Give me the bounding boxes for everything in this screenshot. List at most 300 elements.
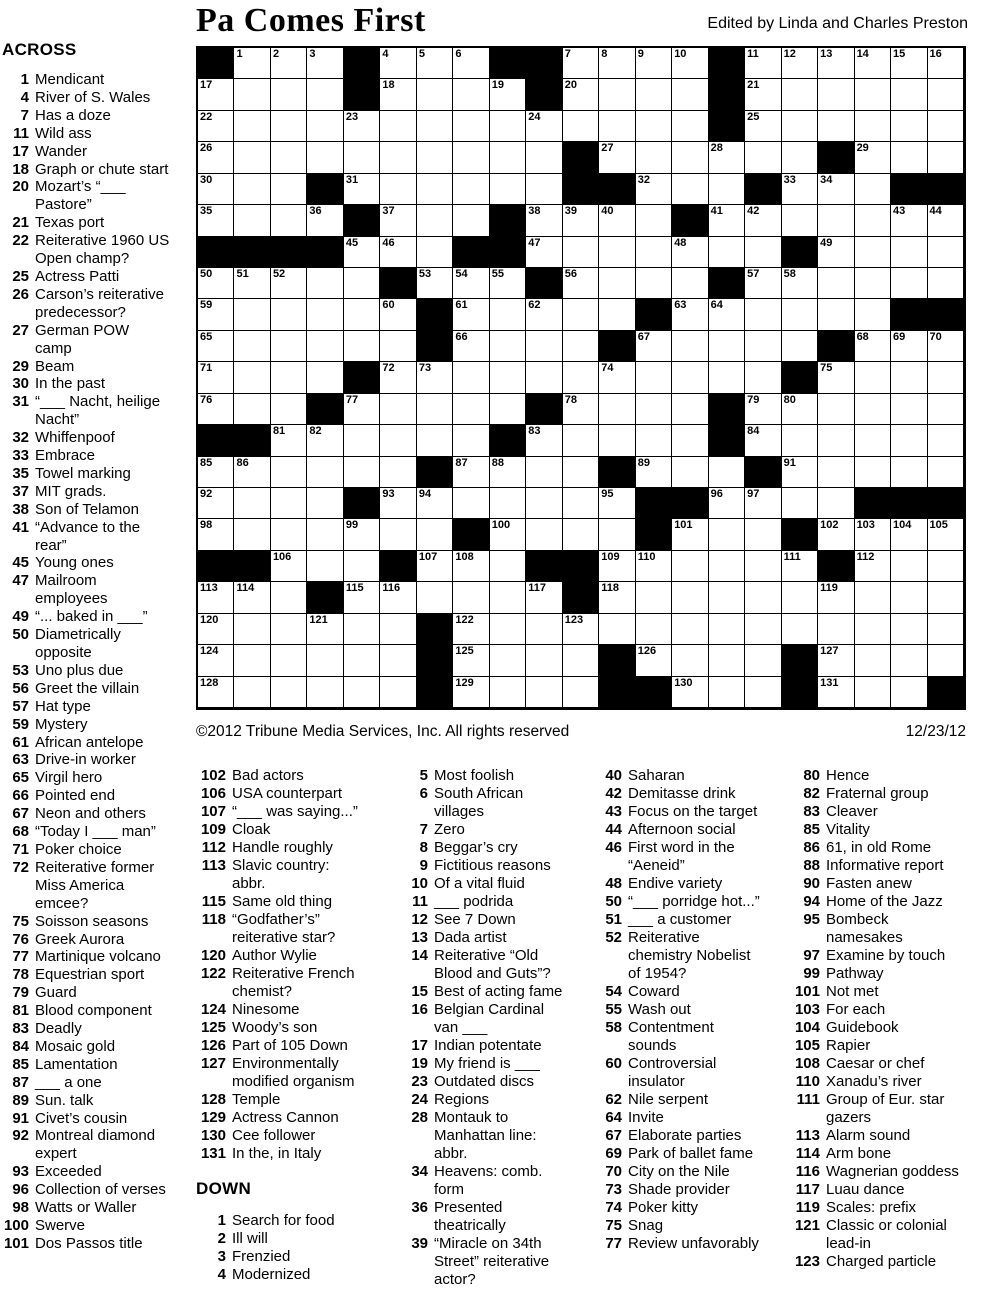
crossword-cell[interactable] bbox=[563, 614, 599, 645]
crossword-cell[interactable] bbox=[271, 677, 307, 708]
crossword-cell[interactable] bbox=[453, 457, 489, 488]
crossword-cell[interactable] bbox=[198, 614, 234, 645]
crossword-cell[interactable] bbox=[563, 205, 599, 236]
crossword-cell[interactable] bbox=[526, 362, 562, 393]
crossword-cell[interactable] bbox=[891, 79, 927, 110]
crossword-cell[interactable] bbox=[563, 425, 599, 456]
crossword-cell[interactable] bbox=[453, 362, 489, 393]
crossword-cell[interactable] bbox=[782, 142, 818, 173]
crossword-cell[interactable] bbox=[855, 614, 891, 645]
crossword-cell[interactable] bbox=[672, 614, 708, 645]
crossword-cell[interactable] bbox=[745, 425, 781, 456]
crossword-cell[interactable] bbox=[307, 299, 343, 330]
crossword-cell[interactable] bbox=[818, 394, 854, 425]
crossword-cell[interactable] bbox=[891, 205, 927, 236]
crossword-cell[interactable] bbox=[307, 48, 343, 79]
crossword-cell[interactable] bbox=[490, 677, 526, 708]
crossword-cell[interactable] bbox=[234, 48, 270, 79]
crossword-cell[interactable] bbox=[599, 111, 635, 142]
crossword-cell[interactable] bbox=[782, 614, 818, 645]
crossword-cell[interactable] bbox=[855, 174, 891, 205]
crossword-cell[interactable] bbox=[344, 551, 380, 582]
crossword-cell[interactable] bbox=[234, 205, 270, 236]
crossword-cell[interactable] bbox=[526, 205, 562, 236]
crossword-cell[interactable] bbox=[344, 299, 380, 330]
crossword-cell[interactable] bbox=[672, 331, 708, 362]
crossword-cell[interactable] bbox=[855, 394, 891, 425]
crossword-cell[interactable] bbox=[234, 174, 270, 205]
crossword-cell[interactable] bbox=[526, 645, 562, 676]
crossword-cell[interactable] bbox=[782, 48, 818, 79]
crossword-cell[interactable] bbox=[380, 425, 416, 456]
crossword-cell[interactable] bbox=[599, 551, 635, 582]
crossword-cell[interactable] bbox=[307, 425, 343, 456]
crossword-cell[interactable] bbox=[234, 677, 270, 708]
crossword-cell[interactable] bbox=[709, 614, 745, 645]
crossword-cell[interactable] bbox=[307, 268, 343, 299]
crossword-cell[interactable] bbox=[271, 331, 307, 362]
crossword-cell[interactable] bbox=[745, 645, 781, 676]
crossword-cell[interactable] bbox=[198, 205, 234, 236]
crossword-cell[interactable] bbox=[891, 237, 927, 268]
crossword-cell[interactable] bbox=[453, 299, 489, 330]
crossword-cell[interactable] bbox=[490, 582, 526, 613]
crossword-cell[interactable] bbox=[636, 142, 672, 173]
crossword-cell[interactable] bbox=[526, 299, 562, 330]
crossword-cell[interactable] bbox=[526, 331, 562, 362]
crossword-cell[interactable] bbox=[198, 174, 234, 205]
crossword-cell[interactable] bbox=[782, 268, 818, 299]
crossword-cell[interactable] bbox=[234, 582, 270, 613]
crossword-cell[interactable] bbox=[928, 582, 964, 613]
crossword-cell[interactable] bbox=[417, 205, 453, 236]
crossword-cell[interactable] bbox=[636, 111, 672, 142]
crossword-cell[interactable] bbox=[745, 362, 781, 393]
crossword-cell[interactable] bbox=[234, 268, 270, 299]
crossword-cell[interactable] bbox=[928, 394, 964, 425]
crossword-cell[interactable] bbox=[380, 394, 416, 425]
crossword-cell[interactable] bbox=[563, 677, 599, 708]
crossword-cell[interactable] bbox=[234, 488, 270, 519]
crossword-cell[interactable] bbox=[417, 268, 453, 299]
crossword-cell[interactable] bbox=[818, 425, 854, 456]
crossword-cell[interactable] bbox=[271, 111, 307, 142]
crossword-cell[interactable] bbox=[234, 394, 270, 425]
crossword-cell[interactable] bbox=[855, 205, 891, 236]
crossword-cell[interactable] bbox=[745, 48, 781, 79]
crossword-cell[interactable] bbox=[453, 677, 489, 708]
crossword-cell[interactable] bbox=[344, 677, 380, 708]
crossword-cell[interactable] bbox=[417, 237, 453, 268]
crossword-cell[interactable] bbox=[782, 551, 818, 582]
crossword-cell[interactable] bbox=[709, 582, 745, 613]
crossword-cell[interactable] bbox=[307, 142, 343, 173]
crossword-cell[interactable] bbox=[344, 519, 380, 550]
crossword-cell[interactable] bbox=[599, 237, 635, 268]
crossword-cell[interactable] bbox=[271, 79, 307, 110]
crossword-cell[interactable] bbox=[709, 677, 745, 708]
crossword-cell[interactable] bbox=[672, 111, 708, 142]
crossword-cell[interactable] bbox=[709, 488, 745, 519]
crossword-cell[interactable] bbox=[672, 582, 708, 613]
crossword-cell[interactable] bbox=[307, 614, 343, 645]
crossword-cell[interactable] bbox=[891, 614, 927, 645]
crossword-cell[interactable] bbox=[380, 582, 416, 613]
crossword-cell[interactable] bbox=[928, 331, 964, 362]
crossword-cell[interactable] bbox=[417, 582, 453, 613]
crossword-cell[interactable] bbox=[891, 677, 927, 708]
crossword-cell[interactable] bbox=[563, 645, 599, 676]
crossword-cell[interactable] bbox=[855, 425, 891, 456]
crossword-cell[interactable] bbox=[782, 488, 818, 519]
crossword-cell[interactable] bbox=[709, 362, 745, 393]
crossword-cell[interactable] bbox=[709, 331, 745, 362]
crossword-cell[interactable] bbox=[380, 111, 416, 142]
crossword-cell[interactable] bbox=[453, 614, 489, 645]
crossword-cell[interactable] bbox=[271, 142, 307, 173]
crossword-cell[interactable] bbox=[380, 142, 416, 173]
crossword-cell[interactable] bbox=[526, 677, 562, 708]
crossword-cell[interactable] bbox=[818, 645, 854, 676]
crossword-cell[interactable] bbox=[453, 174, 489, 205]
crossword-cell[interactable] bbox=[417, 48, 453, 79]
crossword-cell[interactable] bbox=[599, 394, 635, 425]
crossword-cell[interactable] bbox=[307, 551, 343, 582]
crossword-cell[interactable] bbox=[198, 111, 234, 142]
crossword-cell[interactable] bbox=[891, 111, 927, 142]
crossword-cell[interactable] bbox=[928, 614, 964, 645]
crossword-cell[interactable] bbox=[636, 425, 672, 456]
crossword-cell[interactable] bbox=[818, 614, 854, 645]
crossword-cell[interactable] bbox=[417, 79, 453, 110]
crossword-cell[interactable] bbox=[709, 519, 745, 550]
crossword-cell[interactable] bbox=[745, 488, 781, 519]
crossword-cell[interactable] bbox=[198, 299, 234, 330]
crossword-cell[interactable] bbox=[344, 237, 380, 268]
crossword-cell[interactable] bbox=[198, 582, 234, 613]
crossword-cell[interactable] bbox=[271, 582, 307, 613]
crossword-cell[interactable] bbox=[672, 519, 708, 550]
crossword-cell[interactable] bbox=[672, 48, 708, 79]
crossword-cell[interactable] bbox=[307, 677, 343, 708]
crossword-cell[interactable] bbox=[234, 614, 270, 645]
crossword-cell[interactable] bbox=[380, 79, 416, 110]
crossword-cell[interactable] bbox=[709, 551, 745, 582]
crossword-cell[interactable] bbox=[380, 488, 416, 519]
crossword-cell[interactable] bbox=[344, 582, 380, 613]
crossword-cell[interactable] bbox=[271, 48, 307, 79]
crossword-cell[interactable] bbox=[526, 111, 562, 142]
crossword-cell[interactable] bbox=[417, 174, 453, 205]
crossword-cell[interactable] bbox=[234, 142, 270, 173]
crossword-cell[interactable] bbox=[453, 394, 489, 425]
crossword-cell[interactable] bbox=[855, 519, 891, 550]
crossword-cell[interactable] bbox=[490, 111, 526, 142]
crossword-cell[interactable] bbox=[307, 205, 343, 236]
crossword-cell[interactable] bbox=[745, 142, 781, 173]
crossword-cell[interactable] bbox=[563, 519, 599, 550]
crossword-cell[interactable] bbox=[745, 519, 781, 550]
crossword-cell[interactable] bbox=[636, 551, 672, 582]
crossword-cell[interactable] bbox=[891, 645, 927, 676]
crossword-cell[interactable] bbox=[453, 79, 489, 110]
crossword-cell[interactable] bbox=[380, 331, 416, 362]
crossword-cell[interactable] bbox=[526, 142, 562, 173]
crossword-cell[interactable] bbox=[563, 394, 599, 425]
crossword-cell[interactable] bbox=[636, 457, 672, 488]
crossword-cell[interactable] bbox=[271, 268, 307, 299]
crossword-cell[interactable] bbox=[818, 488, 854, 519]
crossword-cell[interactable] bbox=[745, 299, 781, 330]
crossword-cell[interactable] bbox=[563, 48, 599, 79]
crossword-cell[interactable] bbox=[526, 614, 562, 645]
crossword-cell[interactable] bbox=[891, 394, 927, 425]
crossword-cell[interactable] bbox=[891, 425, 927, 456]
crossword-cell[interactable] bbox=[782, 582, 818, 613]
crossword-cell[interactable] bbox=[271, 457, 307, 488]
crossword-cell[interactable] bbox=[599, 425, 635, 456]
crossword-cell[interactable] bbox=[636, 174, 672, 205]
crossword-cell[interactable] bbox=[563, 331, 599, 362]
crossword-cell[interactable] bbox=[818, 268, 854, 299]
crossword-cell[interactable] bbox=[855, 677, 891, 708]
crossword-cell[interactable] bbox=[928, 551, 964, 582]
crossword-cell[interactable] bbox=[709, 205, 745, 236]
crossword-cell[interactable] bbox=[672, 174, 708, 205]
crossword-cell[interactable] bbox=[417, 488, 453, 519]
crossword-cell[interactable] bbox=[234, 79, 270, 110]
crossword-cell[interactable] bbox=[198, 79, 234, 110]
crossword-cell[interactable] bbox=[709, 237, 745, 268]
crossword-cell[interactable] bbox=[891, 582, 927, 613]
crossword-cell[interactable] bbox=[928, 142, 964, 173]
crossword-cell[interactable] bbox=[855, 142, 891, 173]
crossword-cell[interactable] bbox=[599, 299, 635, 330]
crossword-cell[interactable] bbox=[818, 457, 854, 488]
crossword-cell[interactable] bbox=[855, 582, 891, 613]
crossword-cell[interactable] bbox=[745, 614, 781, 645]
crossword-cell[interactable] bbox=[490, 614, 526, 645]
crossword-cell[interactable] bbox=[672, 299, 708, 330]
crossword-cell[interactable] bbox=[745, 205, 781, 236]
crossword-cell[interactable] bbox=[453, 142, 489, 173]
crossword-cell[interactable] bbox=[855, 551, 891, 582]
crossword-cell[interactable] bbox=[453, 582, 489, 613]
crossword-cell[interactable] bbox=[599, 48, 635, 79]
crossword-cell[interactable] bbox=[380, 237, 416, 268]
crossword-cell[interactable] bbox=[417, 519, 453, 550]
crossword-cell[interactable] bbox=[526, 425, 562, 456]
crossword-cell[interactable] bbox=[380, 614, 416, 645]
crossword-cell[interactable] bbox=[745, 79, 781, 110]
crossword-cell[interactable] bbox=[453, 551, 489, 582]
crossword-cell[interactable] bbox=[563, 457, 599, 488]
crossword-cell[interactable] bbox=[928, 519, 964, 550]
crossword-cell[interactable] bbox=[709, 457, 745, 488]
crossword-cell[interactable] bbox=[344, 425, 380, 456]
crossword-cell[interactable] bbox=[891, 142, 927, 173]
crossword-cell[interactable] bbox=[198, 645, 234, 676]
crossword-cell[interactable] bbox=[453, 268, 489, 299]
crossword-cell[interactable] bbox=[672, 551, 708, 582]
crossword-cell[interactable] bbox=[307, 79, 343, 110]
crossword-cell[interactable] bbox=[490, 488, 526, 519]
crossword-cell[interactable] bbox=[891, 457, 927, 488]
crossword-cell[interactable] bbox=[745, 331, 781, 362]
crossword-cell[interactable] bbox=[344, 142, 380, 173]
crossword-cell[interactable] bbox=[380, 48, 416, 79]
crossword-cell[interactable] bbox=[417, 394, 453, 425]
crossword-cell[interactable] bbox=[928, 205, 964, 236]
crossword-cell[interactable] bbox=[490, 174, 526, 205]
crossword-cell[interactable] bbox=[782, 457, 818, 488]
crossword-cell[interactable] bbox=[307, 457, 343, 488]
crossword-cell[interactable] bbox=[271, 362, 307, 393]
crossword-cell[interactable] bbox=[417, 142, 453, 173]
crossword-cell[interactable] bbox=[526, 174, 562, 205]
crossword-cell[interactable] bbox=[380, 677, 416, 708]
crossword-cell[interactable] bbox=[636, 394, 672, 425]
crossword-cell[interactable] bbox=[636, 582, 672, 613]
crossword-cell[interactable] bbox=[307, 111, 343, 142]
crossword-cell[interactable] bbox=[234, 457, 270, 488]
crossword-cell[interactable] bbox=[745, 582, 781, 613]
crossword-cell[interactable] bbox=[344, 268, 380, 299]
crossword-cell[interactable] bbox=[636, 614, 672, 645]
crossword-cell[interactable] bbox=[307, 331, 343, 362]
crossword-cell[interactable] bbox=[709, 174, 745, 205]
crossword-cell[interactable] bbox=[891, 362, 927, 393]
crossword-cell[interactable] bbox=[271, 551, 307, 582]
crossword-cell[interactable] bbox=[599, 519, 635, 550]
crossword-cell[interactable] bbox=[271, 488, 307, 519]
crossword-cell[interactable] bbox=[380, 174, 416, 205]
crossword-cell[interactable] bbox=[636, 237, 672, 268]
crossword-cell[interactable] bbox=[526, 488, 562, 519]
crossword-cell[interactable] bbox=[928, 48, 964, 79]
crossword-cell[interactable] bbox=[307, 645, 343, 676]
crossword-cell[interactable] bbox=[599, 582, 635, 613]
crossword-cell[interactable] bbox=[599, 362, 635, 393]
crossword-cell[interactable] bbox=[380, 645, 416, 676]
crossword-cell[interactable] bbox=[380, 362, 416, 393]
crossword-cell[interactable] bbox=[526, 582, 562, 613]
crossword-cell[interactable] bbox=[453, 111, 489, 142]
crossword-cell[interactable] bbox=[344, 331, 380, 362]
crossword-cell[interactable] bbox=[380, 519, 416, 550]
crossword-cell[interactable] bbox=[855, 362, 891, 393]
crossword-cell[interactable] bbox=[271, 299, 307, 330]
crossword-cell[interactable] bbox=[672, 645, 708, 676]
crossword-cell[interactable] bbox=[636, 362, 672, 393]
crossword-cell[interactable] bbox=[490, 519, 526, 550]
crossword-cell[interactable] bbox=[818, 519, 854, 550]
crossword-cell[interactable] bbox=[672, 142, 708, 173]
crossword-cell[interactable] bbox=[782, 174, 818, 205]
crossword-cell[interactable] bbox=[198, 488, 234, 519]
crossword-cell[interactable] bbox=[818, 362, 854, 393]
crossword-cell[interactable] bbox=[380, 457, 416, 488]
crossword-cell[interactable] bbox=[891, 331, 927, 362]
crossword-cell[interactable] bbox=[234, 111, 270, 142]
crossword-cell[interactable] bbox=[672, 268, 708, 299]
crossword-cell[interactable] bbox=[453, 425, 489, 456]
crossword-cell[interactable] bbox=[380, 299, 416, 330]
crossword-cell[interactable] bbox=[344, 645, 380, 676]
crossword-cell[interactable] bbox=[271, 394, 307, 425]
crossword-cell[interactable] bbox=[490, 362, 526, 393]
crossword-cell[interactable] bbox=[453, 331, 489, 362]
crossword-cell[interactable] bbox=[672, 394, 708, 425]
crossword-cell[interactable] bbox=[745, 111, 781, 142]
crossword-cell[interactable] bbox=[234, 299, 270, 330]
crossword-cell[interactable] bbox=[563, 299, 599, 330]
crossword-cell[interactable] bbox=[417, 425, 453, 456]
crossword-cell[interactable] bbox=[563, 268, 599, 299]
crossword-cell[interactable] bbox=[782, 299, 818, 330]
crossword-cell[interactable] bbox=[417, 362, 453, 393]
crossword-cell[interactable] bbox=[271, 205, 307, 236]
crossword-cell[interactable] bbox=[709, 299, 745, 330]
crossword-cell[interactable] bbox=[490, 331, 526, 362]
crossword-cell[interactable] bbox=[636, 79, 672, 110]
crossword-cell[interactable] bbox=[271, 425, 307, 456]
crossword-cell[interactable] bbox=[818, 174, 854, 205]
crossword-cell[interactable] bbox=[563, 237, 599, 268]
crossword-cell[interactable] bbox=[818, 237, 854, 268]
crossword-cell[interactable] bbox=[928, 237, 964, 268]
crossword-cell[interactable] bbox=[745, 268, 781, 299]
crossword-cell[interactable] bbox=[891, 551, 927, 582]
crossword-cell[interactable] bbox=[636, 268, 672, 299]
crossword-cell[interactable] bbox=[928, 425, 964, 456]
crossword-cell[interactable] bbox=[344, 111, 380, 142]
crossword-cell[interactable] bbox=[782, 331, 818, 362]
crossword-cell[interactable] bbox=[928, 645, 964, 676]
crossword-cell[interactable] bbox=[453, 645, 489, 676]
crossword-cell[interactable] bbox=[855, 111, 891, 142]
crossword-cell[interactable] bbox=[344, 174, 380, 205]
crossword-cell[interactable] bbox=[672, 237, 708, 268]
crossword-cell[interactable] bbox=[417, 111, 453, 142]
crossword-cell[interactable] bbox=[636, 48, 672, 79]
crossword-cell[interactable] bbox=[636, 205, 672, 236]
crossword-cell[interactable] bbox=[307, 519, 343, 550]
crossword-cell[interactable] bbox=[782, 425, 818, 456]
crossword-cell[interactable] bbox=[855, 457, 891, 488]
crossword-cell[interactable] bbox=[198, 677, 234, 708]
crossword-cell[interactable] bbox=[818, 111, 854, 142]
crossword-cell[interactable] bbox=[563, 362, 599, 393]
crossword-cell[interactable] bbox=[891, 268, 927, 299]
crossword-cell[interactable] bbox=[818, 205, 854, 236]
crossword-cell[interactable] bbox=[417, 551, 453, 582]
crossword-cell[interactable] bbox=[526, 519, 562, 550]
crossword-cell[interactable] bbox=[490, 268, 526, 299]
crossword-cell[interactable] bbox=[818, 677, 854, 708]
crossword-cell[interactable] bbox=[198, 362, 234, 393]
crossword-cell[interactable] bbox=[599, 488, 635, 519]
crossword-cell[interactable] bbox=[453, 205, 489, 236]
crossword-cell[interactable] bbox=[818, 582, 854, 613]
crossword-cell[interactable] bbox=[855, 48, 891, 79]
crossword-cell[interactable] bbox=[271, 174, 307, 205]
crossword-cell[interactable] bbox=[818, 48, 854, 79]
crossword-cell[interactable] bbox=[198, 331, 234, 362]
crossword-cell[interactable] bbox=[490, 79, 526, 110]
crossword-cell[interactable] bbox=[198, 457, 234, 488]
crossword-cell[interactable] bbox=[599, 79, 635, 110]
